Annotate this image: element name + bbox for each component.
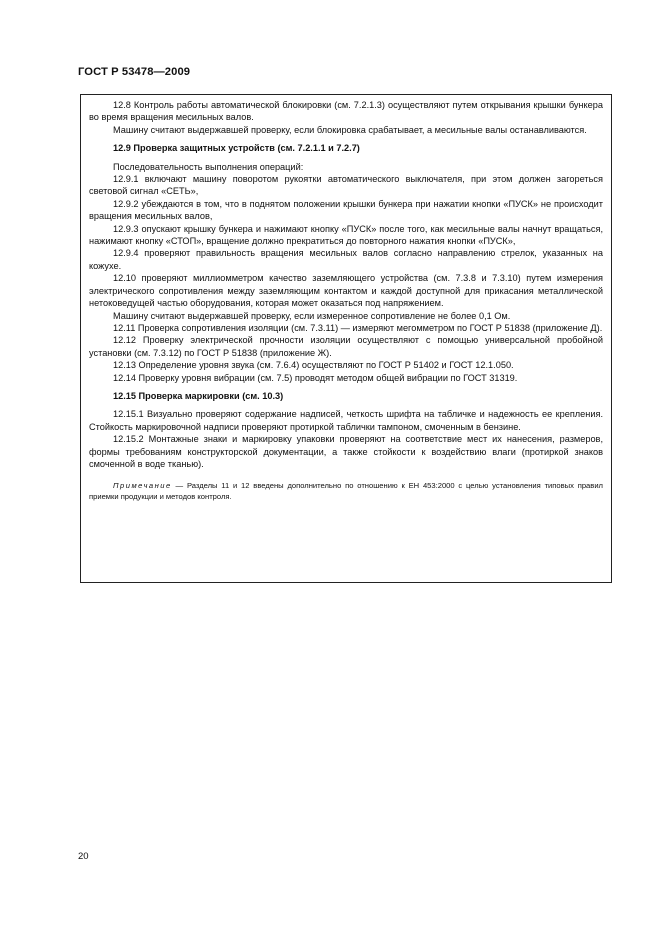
paragraph-12-11: 12.11 Проверка сопротивления изоляции (см. 7.3.11) — измеряют мегомметром по ГОСТ Р 51838 (приложение Д). [113, 322, 603, 333]
page-number: 20 [78, 851, 89, 862]
note-text: — Разделы 11 и 12 введены дополнительно по отношению к ЕН 453:2000 с целью установления типовых правил приемки продукции и методов контроля. [89, 481, 603, 502]
paragraph-12-15-2: 12.15.2 Монтажные знаки и маркировку упаковки проверяют на соответствие мест их нанесения, размеров, формы требованиям конструкторской документации, а также стойкости к воздействию влаги (протиркой знаков смоченной в воде тканью). [89, 434, 603, 469]
paragraph-12-14: 12.14 Проверку уровня вибрации (см. 7.5) проводят методом общей вибрации по ГОСТ 31319. [113, 372, 518, 383]
paragraph-12-9-2: 12.9.2 убеждаются в том, что в поднятом положении крышки бункера при нажатии кнопки «ПУСК» не происходит вращения месильных валов, [89, 198, 603, 222]
paragraph-12-8-result: Машину считают выдержавшей проверку, если блокировка срабатывает, а месильные валы останавливаются. [113, 124, 587, 135]
paragraph-12-9-4: 12.9.4 проверяют правильность вращения месильных валов согласно направлению стрелок, указанных на кожухе. [89, 248, 603, 271]
section-heading-12-9: 12.9 Проверка защитных устройств (см. 7.2.1.1 и 7.2.7) [113, 143, 360, 154]
note-label: Примечание [113, 481, 172, 491]
paragraph-12-10-result: Машину считают выдержавшей проверку, если измеренное сопротивление не более 0,1 Ом. [113, 310, 511, 321]
document-header: ГОСТ Р 53478—2009 [78, 66, 191, 78]
paragraph-12-8: 12.8 Контроль работы автоматической блокировки (см. 7.2.1.3) осуществляют путем открывания крышки бункера во время вращения месильных валов. [89, 100, 603, 123]
paragraph-12-10: 12.10 проверяют миллиомметром качество заземляющего устройства (см. 7.3.8 и 7.3.10) путем измерения электрического сопротивления между заземляющим контактом и каждой доступной для прикасания металлической нетоковедущей частью оборудования, которая может оказаться под напряжением. [89, 273, 603, 309]
paragraph-12-13: 12.13 Определение уровня звука (см. 7.6.4) осуществляют по ГОСТ Р 51402 и ГОСТ 12.1.050. [113, 360, 514, 371]
paragraph-12-9-1: 12.9.1 включают машину поворотом рукоятки автоматического выключателя, при этом должен загореться световой сигнал «СЕТЬ», [89, 174, 603, 197]
paragraph-12-15-1: 12.15.1 Визуально проверяют содержание надписей, четкость шрифта на табличке и надежность ее крепления. Стойкость маркировочной надписи проверяют протиркой таблички тампоном, смоченным в бензине. [89, 409, 603, 432]
paragraph-sequence: Последовательность выполнения операций: [113, 161, 304, 172]
paragraph-12-12: 12.12 Проверку электрической прочности изоляции осуществляют с помощью универсальной пробойной установки (см. 7.3.12) по ГОСТ Р 51838 (приложение Ж). [89, 335, 603, 358]
section-heading-12-15: 12.15 Проверка маркировки (см. 10.3) [113, 390, 284, 401]
content-frame [80, 94, 612, 583]
note [89, 480, 603, 502]
paragraph-12-9-3: 12.9.3 опускают крышку бункера и нажимают кнопку «ПУСК» после того, как месильные валы начнут вращаться, нажимают кнопку «СТОП», вращение должно прекратиться до повторного нажатия кнопки «ПУСК», [89, 223, 603, 247]
